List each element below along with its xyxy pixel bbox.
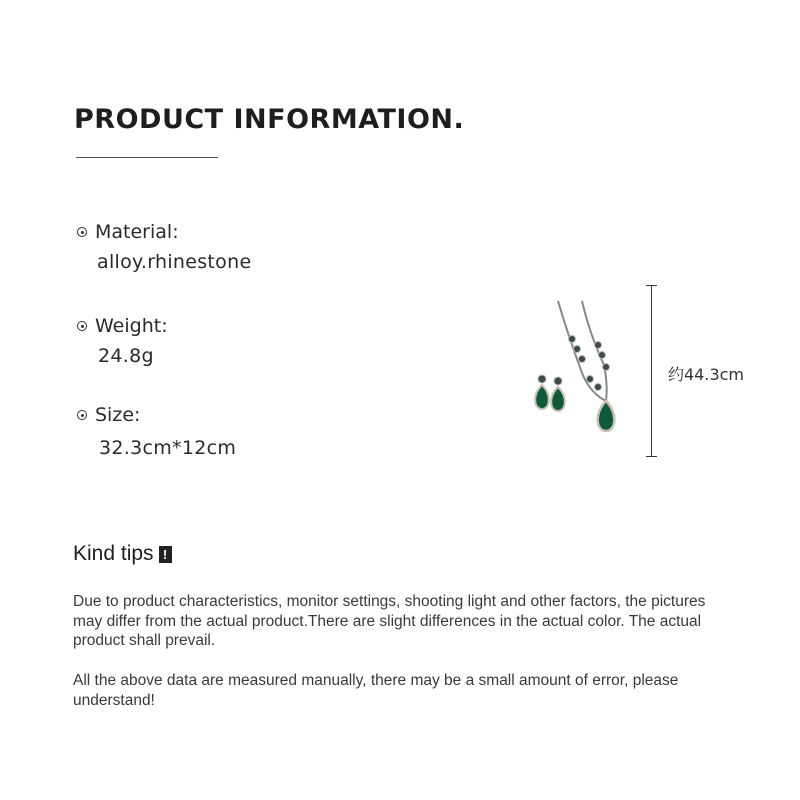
tips-paragraph-1: Due to product characteristics, monitor settings, shooting light and other factors, the pictures may differ from the actual product.There are slight differences in the actual color. The actual product shall prevail.	[73, 593, 706, 649]
product-image	[520, 295, 640, 435]
kind-tips-heading	[73, 542, 172, 566]
spec-weight-label: Weight:	[95, 315, 168, 337]
page-title: PRODUCT INFORMATION.	[74, 104, 465, 135]
dimension-line	[651, 285, 652, 457]
exclamation-icon: !	[159, 546, 172, 563]
kind-tips-title: Kind tips	[73, 542, 154, 565]
earring-stud-right	[554, 377, 562, 385]
tips-paragraph-2: All the above data are measured manually, there may be a small amount of error, please understand!	[73, 672, 679, 709]
earring-stud-left	[538, 375, 546, 383]
title-underline	[76, 157, 218, 158]
spec-size-value: 32.3cm*12cm	[99, 437, 237, 459]
pendant-gem	[598, 401, 615, 431]
spec-size	[77, 404, 140, 426]
spec-material	[77, 221, 179, 243]
earring-gem-left	[535, 385, 549, 409]
dimension-cap-top	[646, 285, 657, 286]
dimension-label: 约44.3cm	[668, 365, 745, 384]
spec-material-value: alloy.rhinestone	[97, 251, 252, 273]
earring-gem-right	[551, 387, 565, 411]
spec-weight-value: 24.8g	[98, 345, 154, 367]
dimension-cap-bottom	[646, 456, 657, 457]
bullet-icon	[77, 321, 87, 331]
spec-material-label: Material:	[95, 221, 179, 243]
bullet-icon	[77, 410, 87, 420]
spec-size-label: Size:	[95, 404, 141, 426]
spec-weight	[77, 315, 168, 337]
bullet-icon	[77, 227, 87, 237]
